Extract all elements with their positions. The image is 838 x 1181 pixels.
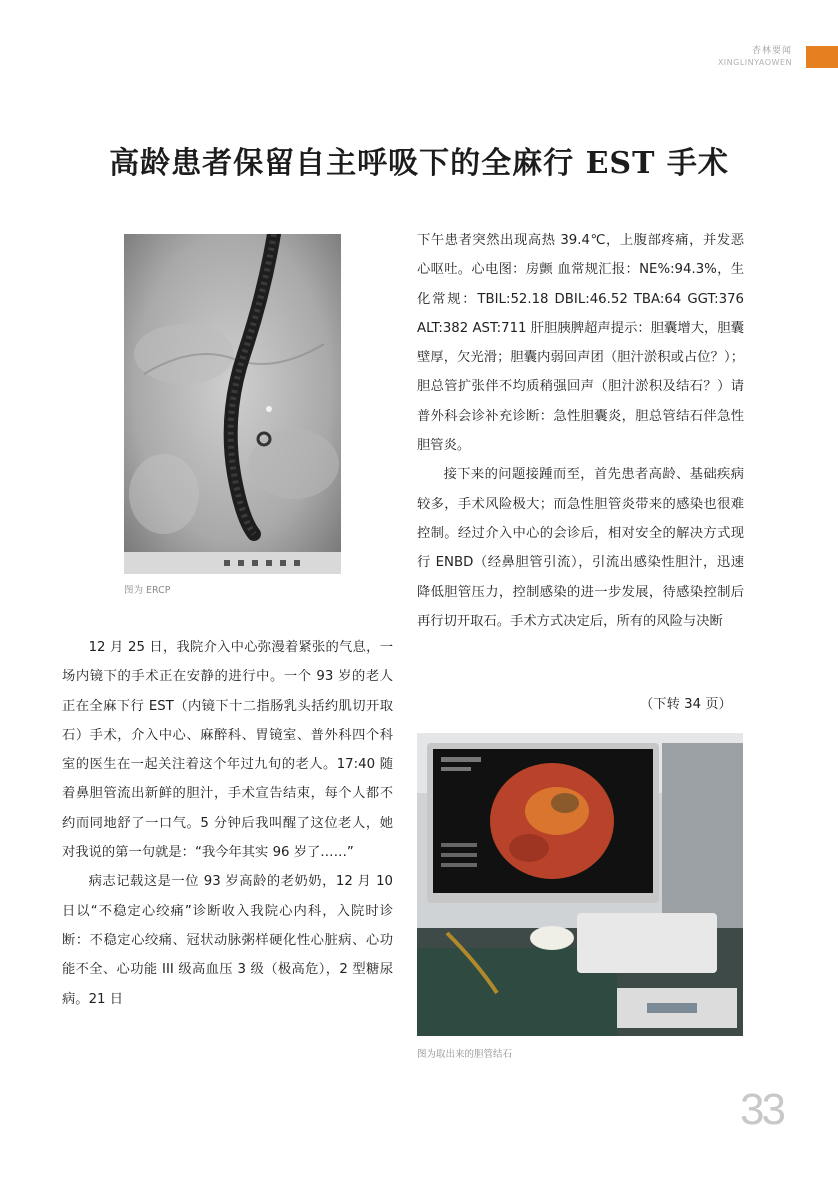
ercp-image xyxy=(124,234,341,574)
continued-note: （下转 34 页） xyxy=(640,697,732,712)
column-tag xyxy=(718,46,792,68)
right-column xyxy=(417,226,744,636)
accent-bar xyxy=(806,46,838,68)
right-paragraph-1: 下午患者突然出现高热 39.4℃，上腹部疼痛，并发恶心呕吐。心电图：房颤 血常规汇报：NE%:94.3%，生化常规：TBIL:52.18 DBIL:46.52 TBA:64 GGT:376 ALT:382 AST:711 肝胆胰脾超声提示：胆囊增大，胆囊壁厚，欠光滑；胆囊内弱回声团（胆汁淤积或占位？）；胆总管扩张伴不均质稍强回声（胆汁淤积及结石？）请普外科会诊补充诊断：急性胆囊炎，胆总管结石伴急性胆管炎。 xyxy=(417,233,744,454)
gallstone-image xyxy=(417,733,743,1036)
ercp-caption: 图为 ERCP xyxy=(124,585,171,596)
right-paragraph-2: 接下来的问题接踵而至，首先患者高龄、基础疾病较多，手术风险极大；而急性胆管炎带来的感染也很难控制。经过介入中心的会诊后，相对安全的解决方式现行 ENBD（经鼻胆管引流），引流出感染性胆汁，迅速降低胆管压力，控制感染的进一步发展，待感染控制后再行切开取石。手术方式决定后，所有的风险与决断 xyxy=(417,467,744,629)
gallstone-caption: 图为取出来的胆管结石 xyxy=(417,1049,513,1060)
column-name-en: XINGLINYAOWEN xyxy=(717,58,792,67)
left-paragraph-1: 12 月 25 日，我院介入中心弥漫着紧张的气息，一场内镜下的手术正在安静的进行中。一个 93 岁的老人正在全麻下行 EST（内镜下十二指肠乳头括约肌切开取石）手术，介入中心、麻醉科、胃镜室、普外科四个科室的医生在一起关注着这个年过九旬的老人。17:40 随着鼻胆管流出新鲜的胆汁，手术宣告结束，每个人都不约而同地舒了一口气。5 分钟后我叫醒了这位老人，她对我说的第一句就是：“我今年其实 96 岁了……” xyxy=(62,640,393,861)
column-name-cn: 杏林要闻 xyxy=(751,46,792,56)
page-number: 33 xyxy=(740,1085,783,1134)
left-paragraph-2: 病志记载这是一位 93 岁高龄的老奶奶，12 月 10 日以“不稳定心绞痛”诊断收入我院心内科，入院时诊断：不稳定心绞痛、冠状动脉粥样硬化性心脏病、心功能不全、心功能 III 级高血压 3 级（极高危），2 型糖尿病。21 日 xyxy=(62,874,393,1007)
article-title: 高龄患者保留自主呼吸下的全麻行 EST 手术 xyxy=(109,146,729,181)
left-column xyxy=(62,633,393,1014)
